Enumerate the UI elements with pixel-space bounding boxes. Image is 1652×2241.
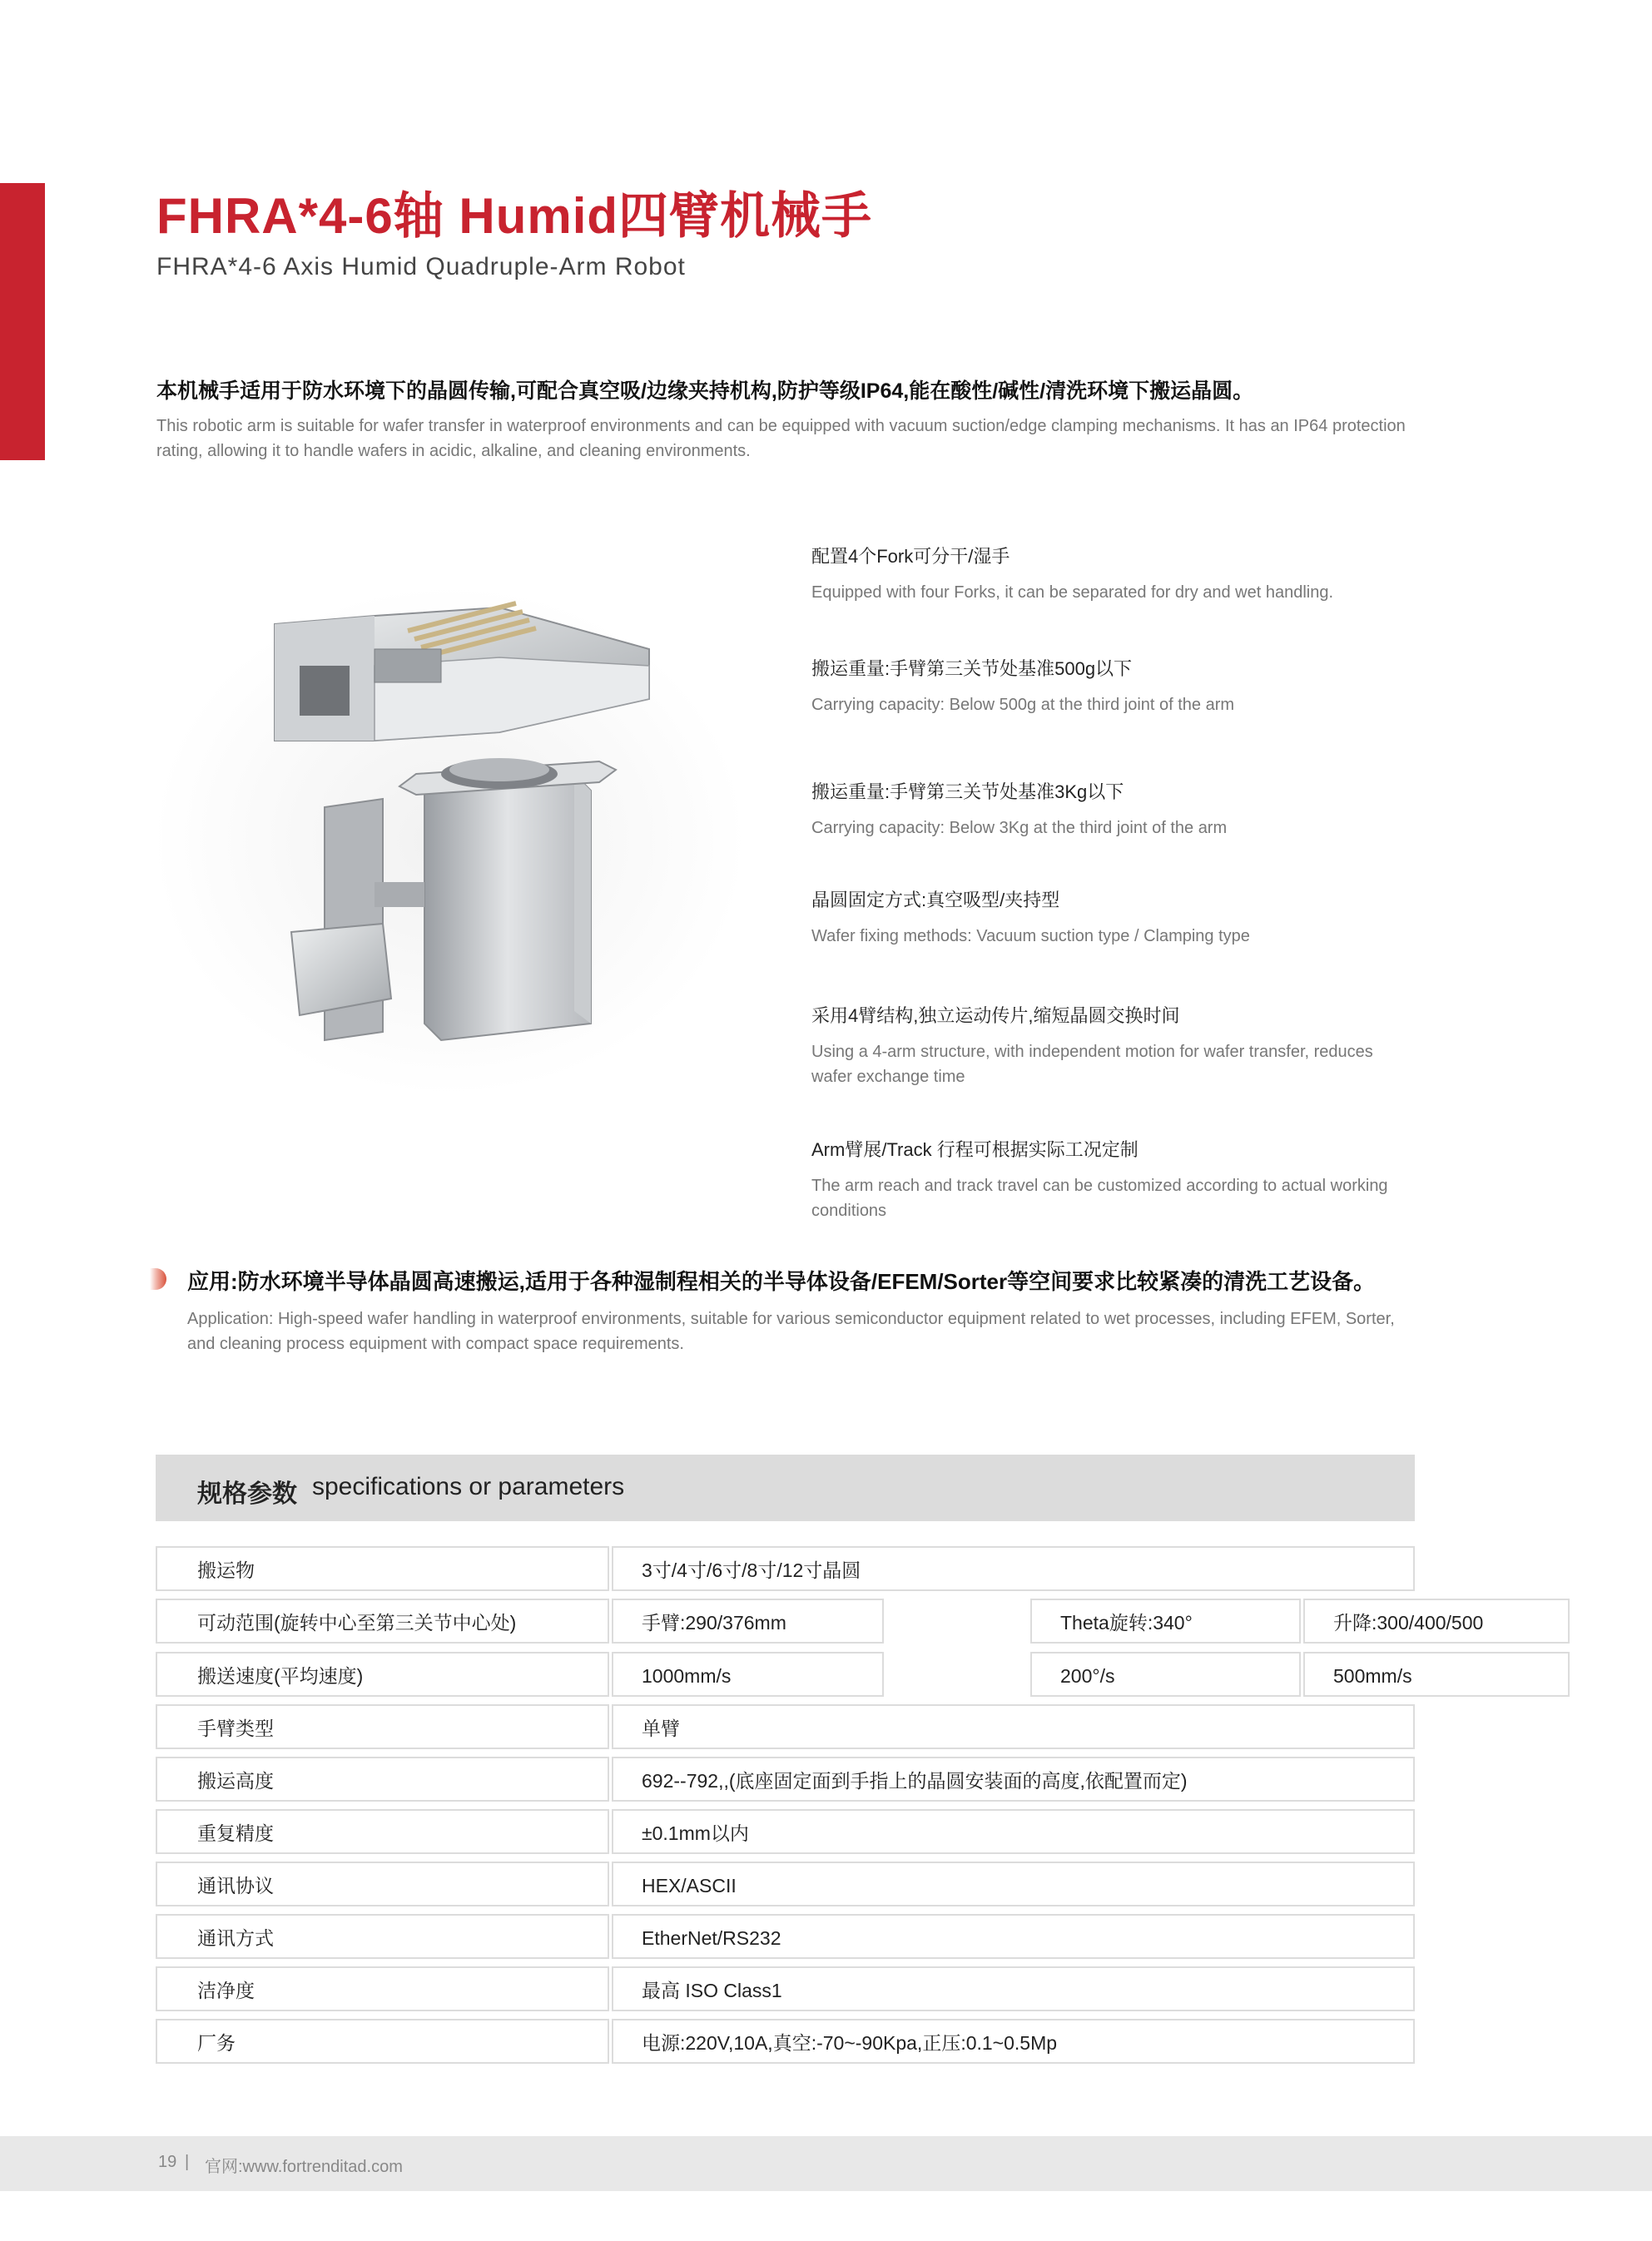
spec-value: 200°/s (1030, 1652, 1301, 1697)
spec-label: 洁净度 (156, 1966, 609, 2011)
spec-label: 搬运高度 (156, 1757, 609, 1802)
feature-item (811, 886, 1411, 949)
spec-label: 手臂类型 (156, 1704, 609, 1749)
spec-value: HEX/ASCII (612, 1862, 1415, 1906)
bullet-icon (150, 1268, 166, 1290)
spec-value: 692--792,,(底座固定面到手指上的晶圆安装面的高度,依配置而定) (612, 1757, 1415, 1802)
spec-value: 单臂 (612, 1704, 1415, 1749)
spec-label: 搬运物 (156, 1546, 609, 1591)
page-title: FHRA*4-6轴 Humid四臂机械手 (156, 188, 873, 244)
feature-desc: Carrying capacity: Below 3Kg at the third joint of the arm (811, 819, 1228, 837)
spec-value: Theta旋转:340° (1030, 1599, 1301, 1644)
footer-separator: | (185, 2153, 190, 2171)
feature-title: 配置4个Fork可分干/湿手 (811, 546, 1010, 567)
accent-bar (0, 183, 45, 460)
page-footer (0, 2136, 1652, 2191)
feature-title: 晶圆固定方式:真空吸型/夹持型 (811, 890, 1060, 910)
spec-label: 搬送速度(平均速度) (156, 1652, 609, 1697)
feature-item (811, 655, 1411, 717)
spec-value: ±0.1mm以内 (612, 1809, 1415, 1854)
feature-desc: Equipped with four Forks, it can be separated for dry and wet handling. (811, 583, 1334, 602)
feature-desc: Wafer fixing methods: Vacuum suction type / Clamping type (811, 927, 1250, 945)
intro-en: This robotic arm is suitable for wafer transfer in waterproof environments and can be equipped with vacuum suction/edge clamping mechanisms. It has an IP64 protection rating, allowing it to handle wafers in acidic, alkaline, and cleaning environments. (156, 417, 1406, 460)
application-desc: Application: High-speed wafer handling in waterproof environments, suitable for various semiconductor equipment related to wet processes, including EFEM, Sorter, and cleaning process equipment with compact space requirements. (187, 1310, 1395, 1353)
feature-desc: The arm reach and track travel can be customized according to actual working conditions (811, 1177, 1388, 1220)
spec-value: 电源:220V,10A,真空:-70~-90Kpa,正压:0.1~0.5Mp (612, 2019, 1415, 2064)
feature-title: 搬运重量:手臂第三关节处基准500g以下 (811, 658, 1133, 679)
feature-title: 采用4臂结构,独立运动传片,缩短晶圆交换时间 (811, 1005, 1180, 1026)
spec-value: 升降:300/400/500 (1303, 1599, 1570, 1644)
feature-title: Arm臂展/Track 行程可根据实际工况定制 (811, 1139, 1139, 1160)
intro-cn: 本机械手适用于防水环境下的晶圆传输,可配合真空吸/边缘夹持机构,防护等级IP64,能在酸性/碱性/清洗环境下搬运晶圆。 (156, 379, 1254, 403)
spec-label: 可动范围(旋转中心至第三关节中心处) (156, 1599, 609, 1644)
spec-value: 3寸/4寸/6寸/8寸/12寸晶圆 (612, 1546, 1415, 1591)
spec-value: 1000mm/s (612, 1652, 884, 1697)
page-number: 19 (158, 2153, 177, 2171)
spec-label: 重复精度 (156, 1809, 609, 1854)
spec-value: 手臂:290/376mm (612, 1599, 884, 1644)
feature-desc: Carrying capacity: Below 500g at the third joint of the arm (811, 696, 1235, 714)
feature-item (811, 778, 1411, 840)
feature-item (811, 543, 1411, 605)
feature-item (811, 1002, 1411, 1089)
spec-header-en: specifications or parameters (312, 1473, 625, 1500)
spec-label: 通讯协议 (156, 1862, 609, 1906)
page-subtitle: FHRA*4-6 Axis Humid Quadruple-Arm Robot (156, 253, 686, 280)
feature-desc: Using a 4-arm structure, with independent motion for wafer transfer, reduces wafer exchange time (811, 1043, 1373, 1086)
robot-arm-image (250, 533, 749, 1115)
spec-value: 最高 ISO Class1 (612, 1966, 1415, 2011)
spec-value: EtherNet/RS232 (612, 1914, 1415, 1959)
spec-header (156, 1455, 1415, 1521)
spec-label: 通讯方式 (156, 1914, 609, 1959)
feature-title: 搬运重量:手臂第三关节处基准3Kg以下 (811, 781, 1124, 802)
spec-value: 500mm/s (1303, 1652, 1570, 1697)
spec-header-cn: 规格参数 (197, 1480, 297, 1508)
application-title: 应用:防水环境半导体晶圆高速搬运,适用于各种湿制程相关的半导体设备/EFEM/Sorter等空间要求比较紧凑的清洗工艺设备。 (187, 1269, 1376, 1294)
website-link[interactable]: 官网:www.fortrenditad.com (205, 2158, 403, 2176)
spec-label: 厂务 (156, 2019, 609, 2064)
feature-item (811, 1136, 1411, 1223)
